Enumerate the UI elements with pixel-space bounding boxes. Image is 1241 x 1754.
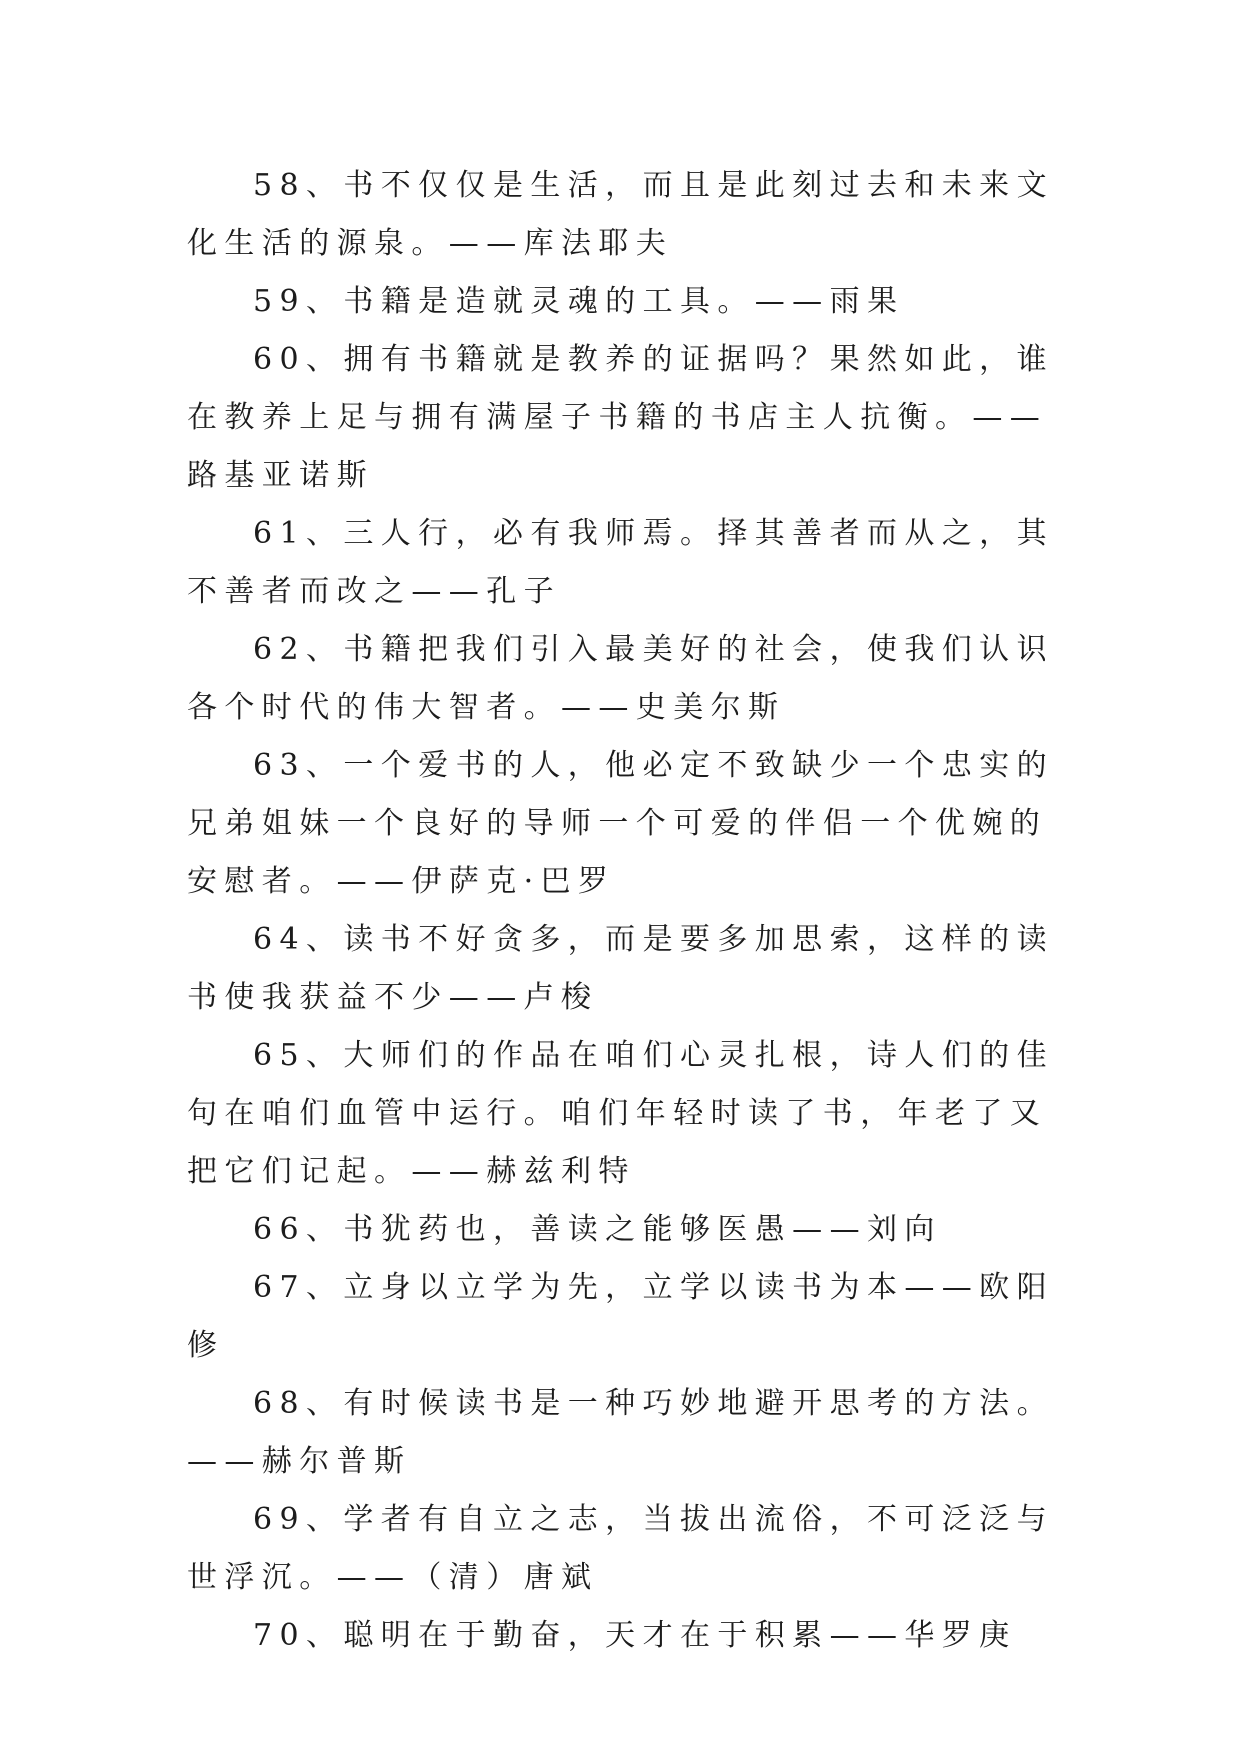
quote-list — [187, 157, 1067, 1665]
quote-70: 70、聪明在于勤奋，天才在于积累——华罗庚 — [253, 1618, 1017, 1653]
quote-59: 59、书籍是造就灵魂的工具。——雨果 — [253, 284, 905, 319]
quote-63: 63、一个爱书的人，他必定不致缺少一个忠实的兄弟姐妹一个良好的导师一个可爱的伴侣一个优婉的安慰者。——伊萨克·巴罗 — [187, 748, 1054, 899]
quote-67: 67、立身以立学为先，立学以读书为本——欧阳修 — [187, 1270, 1054, 1363]
quote-66: 66、书犹药也，善读之能够医愚——刘向 — [253, 1212, 942, 1247]
quote-68: 68、有时候读书是一种巧妙地避开思考的方法。——赫尔普斯 — [187, 1386, 1054, 1479]
quote-62: 62、书籍把我们引入最美好的社会，使我们认识各个时代的伟大智者。——史美尔斯 — [187, 632, 1054, 725]
quote-58: 58、书不仅仅是生活，而且是此刻过去和未来文化生活的源泉。——库法耶夫 — [187, 168, 1054, 261]
quote-64: 64、读书不好贪多，而是要多加思索，这样的读书使我获益不少——卢梭 — [187, 922, 1054, 1015]
quote-69: 69、学者有自立之志，当拔出流俗，不可泛泛与世浮沉。——（清）唐斌 — [187, 1502, 1054, 1595]
quote-61: 61、三人行，必有我师焉。择其善者而从之，其不善者而改之——孔子 — [187, 516, 1054, 609]
quote-65: 65、大师们的作品在咱们心灵扎根，诗人们的佳句在咱们血管中运行。咱们年轻时读了书，年老了又把它们记起。——赫兹利特 — [187, 1038, 1054, 1189]
quote-60: 60、拥有书籍就是教养的证据吗？果然如此，谁在教养上足与拥有满屋子书籍的书店主人抗衡。——路基亚诺斯 — [187, 342, 1054, 493]
